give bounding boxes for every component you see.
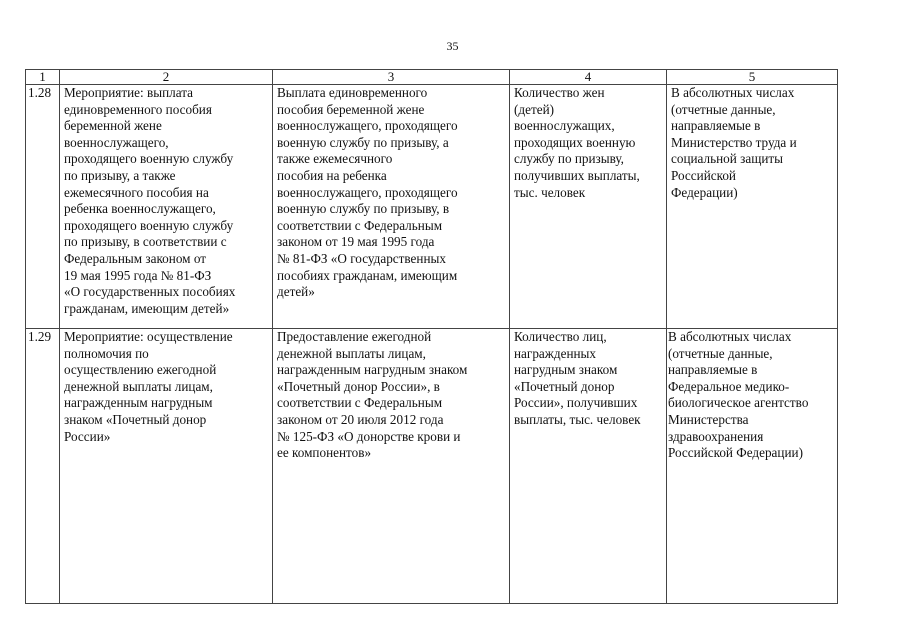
row-number: 1.29: [28, 329, 52, 344]
event-cell: [60, 85, 273, 329]
row-number-cell: [26, 329, 60, 604]
row-number-cell: [26, 85, 60, 329]
table-row: [26, 329, 838, 604]
description-text: Предоставление ежегодной денежной выплаты лицам, награжденным нагрудным знаком «Почетный донор России», в соответствии с Федеральным законом от 20 июля 2012 года № 125-ФЗ «О донорстве крови и ее компонентов»: [277, 329, 468, 461]
page-number: 35: [446, 39, 459, 53]
table-header-row: [26, 70, 838, 85]
column-header-5: 5: [667, 70, 838, 85]
column-header-2: 2: [60, 70, 273, 85]
source-cell: [667, 329, 838, 604]
column-header-1: 1: [26, 70, 60, 85]
description-cell: [273, 329, 510, 604]
indicator-text: Количество жен (детей) военнослужащих, проходящих военную службу по призыву, получивших выплаты, тыс. человек: [514, 85, 640, 200]
source-text: В абсолютных числах (отчетные данные, направляемые в Министерство труда и социальной защиты Российской Федерации): [671, 85, 797, 200]
source-text: В абсолютных числах (отчетные данные, направляемые в Федеральное медико- биологическое агентство Министерства здравоохранения Российской Федерации): [668, 329, 809, 461]
event-cell: [60, 329, 273, 604]
description-text: Выплата единовременного пособия беременной жене военнослужащего, проходящего военную службу по призыву, а также ежемесячного пособия на ребенка военнослужащего, проходящего военную службу по призыву, в соответствии с Федеральным законом от 19 мая 1995 года № 81-ФЗ «О государственных пособиях гражданам, имеющим детей»: [277, 85, 458, 300]
table-row: [26, 85, 838, 329]
source-cell: [667, 85, 838, 329]
indicator-cell: [510, 329, 667, 604]
indicator-cell: [510, 85, 667, 329]
row-number: 1.28: [28, 85, 52, 100]
column-header-4: 4: [510, 70, 667, 85]
description-cell: [273, 85, 510, 329]
column-header-3: 3: [273, 70, 510, 85]
indicator-text: Количество лиц, награжденных нагрудным знаком «Почетный донор России», получивших выплаты, тыс. человек: [514, 329, 641, 427]
event-text: Мероприятие: выплата единовременного пособия беременной жене военнослужащего, проходящего военную службу по призыву, а также ежемесячного пособия на ребенка военнослужащего, проходящего военную службу по призыву, в соответствии с Федеральным законом от 19 мая 1995 года № 81-ФЗ «О государственных пособиях гражданам, имеющим детей»: [64, 85, 236, 316]
indicators-table: [25, 69, 838, 604]
event-text: Мероприятие: осуществление полномочия по осуществлению ежегодной денежной выплаты лицам, награжденным нагрудным знаком «Почетный донор России»: [64, 329, 233, 444]
